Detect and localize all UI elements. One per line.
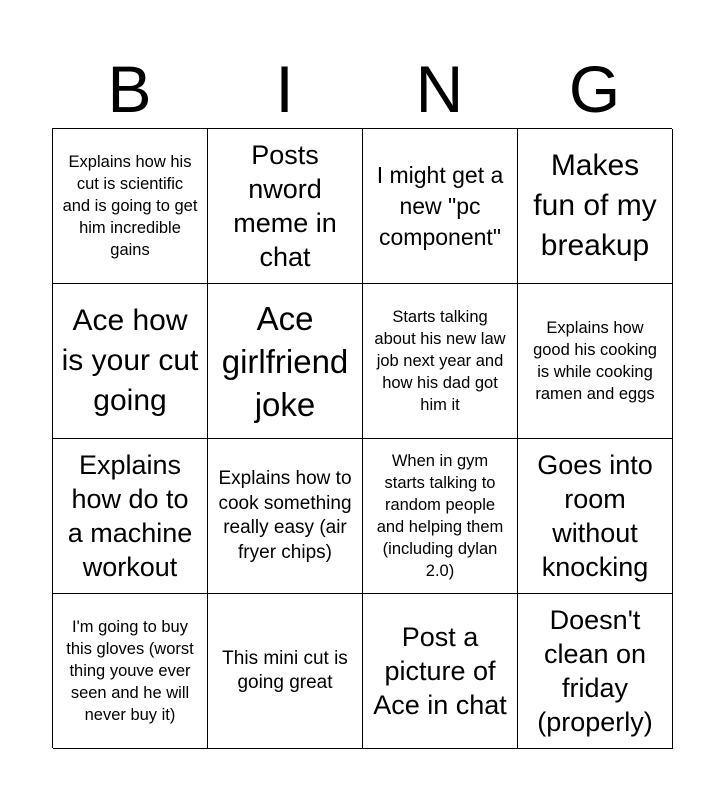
bingo-cell-r4c3[interactable] [363,594,518,749]
bingo-cell-r4c1[interactable] [53,594,208,749]
cell-text: I'm going to buy this gloves (worst thing youve ever seen and he will never buy it) [66,618,194,724]
bingo-cell-r3c2[interactable] [208,439,363,594]
bingo-cell-r2c2[interactable] [208,284,363,439]
header-letter-g: G [568,52,621,126]
bingo-cell-r3c4[interactable] [518,439,673,594]
bingo-cell-r4c2[interactable] [208,594,363,749]
bingo-cell-r4c4[interactable] [518,594,673,749]
cell-text: Ace how is your cut going [61,304,199,417]
cell-text: Explains how good his cooking is while cooking ramen and eggs [533,319,657,403]
cell-text: Goes into room without knocking [537,450,653,582]
cell-text: Post a picture of Ace in chat [373,622,507,720]
bingo-cell-r1c3[interactable] [363,129,518,284]
bingo-cell-r2c4[interactable] [518,284,673,439]
header-letter-b: B [107,52,152,126]
cell-text: Ace girlfriend joke [221,299,349,423]
bingo-cell-r2c1[interactable] [53,284,208,439]
cell-text: Explains how to cook something really easy (air fryer chips) [218,468,352,563]
cell-text: Explains how do to a machine workout [67,450,193,582]
cell-text: Starts talking about his new law job next year and how his dad got him it [374,308,506,414]
cell-text: Posts nword meme in chat [233,140,337,272]
bingo-cell-r2c3[interactable] [363,284,518,439]
cell-text: I might get a new "pc component" [376,161,504,250]
bingo-cell-r1c2[interactable] [208,129,363,284]
header-letter-i: I [275,52,294,126]
bingo-cell-r1c1[interactable] [53,129,208,284]
bingo-board [52,128,672,748]
cell-text: Makes fun of my breakup [533,149,657,262]
header-letter-n: N [415,52,464,126]
bingo-header [52,50,672,128]
bingo-cell-r1c4[interactable] [518,129,673,284]
bingo-cell-r3c3[interactable] [363,439,518,594]
cell-text: Doesn't clean on friday (properly) [537,605,653,737]
cell-text: When in gym starts talking to random people and helping them (including dylan 2.0) [376,452,504,580]
bingo-cell-r3c1[interactable] [53,439,208,594]
cell-text: Explains how his cut is scientific and is going to get him incredible gains [62,153,198,259]
cell-text: This mini cut is going great [222,647,348,693]
